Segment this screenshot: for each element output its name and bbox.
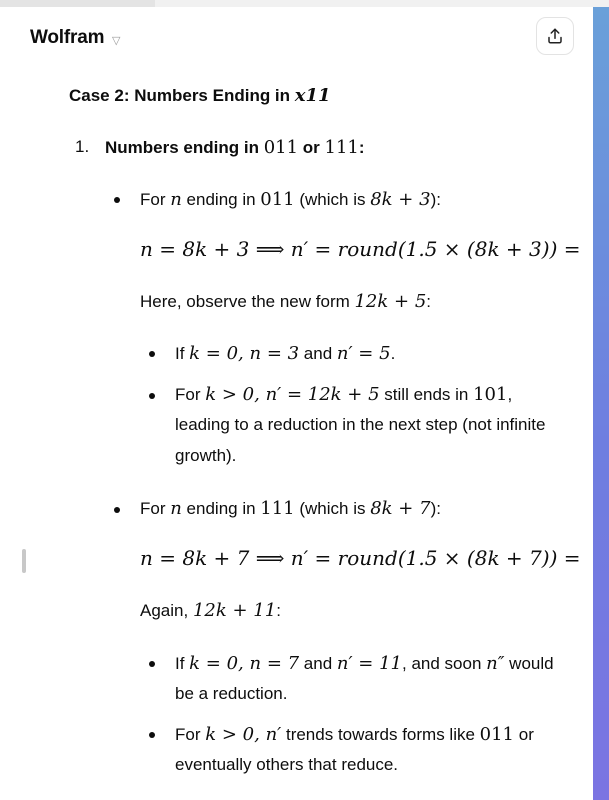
list-item-heading: Numbers ending in 011 or 111: [105, 137, 365, 158]
bullet [149, 351, 155, 357]
sub-bullet-line: eventually others that reduce. [175, 755, 399, 774]
chevron-down-icon[interactable]: ▽ [112, 35, 121, 47]
window-edge [587, 7, 609, 800]
bullet [149, 661, 155, 667]
sub-bullet-item: If k = 0, n = 3 and n′ = 5. [175, 343, 396, 364]
equation: n = 8k + 7 ⟹ n′ = round(1.5 × (8k + 7)) = [140, 546, 581, 570]
paragraph: Here, observe the new form 12k + 5: [140, 291, 432, 312]
bullet [149, 393, 155, 399]
sub-bullet-line: be a reduction. [175, 684, 288, 703]
sub-bullet-item: For k > 0, n′ trends towards forms like 011 or [175, 724, 534, 745]
sub-bullet-item: If k = 0, n = 7 and n′ = 11, and soon n″ would [175, 653, 554, 674]
case-heading: Case 2: Numbers Ending in x11 [69, 85, 331, 106]
sub-bullet-line: leading to a reduction in the next step (not infinite [175, 415, 546, 434]
bullet [149, 732, 155, 738]
bullet [114, 197, 120, 203]
sub-bullet-line: growth). [175, 446, 237, 465]
bullet [114, 507, 120, 513]
equation: n = 8k + 3 ⟹ n′ = round(1.5 × (8k + 3)) = [140, 237, 581, 261]
sub-bullet-item: For k > 0, n′ = 12k + 5 still ends in 101, [175, 384, 513, 405]
bullet-item: For n ending in 111 (which is 8k + 7): [140, 498, 441, 519]
bullet-item: For n ending in 011 (which is 8k + 3): [140, 189, 441, 210]
paragraph: Again, 12k + 11: [140, 600, 281, 621]
list-number: 1. [75, 137, 90, 156]
model-title[interactable]: Wolfram [30, 27, 105, 48]
